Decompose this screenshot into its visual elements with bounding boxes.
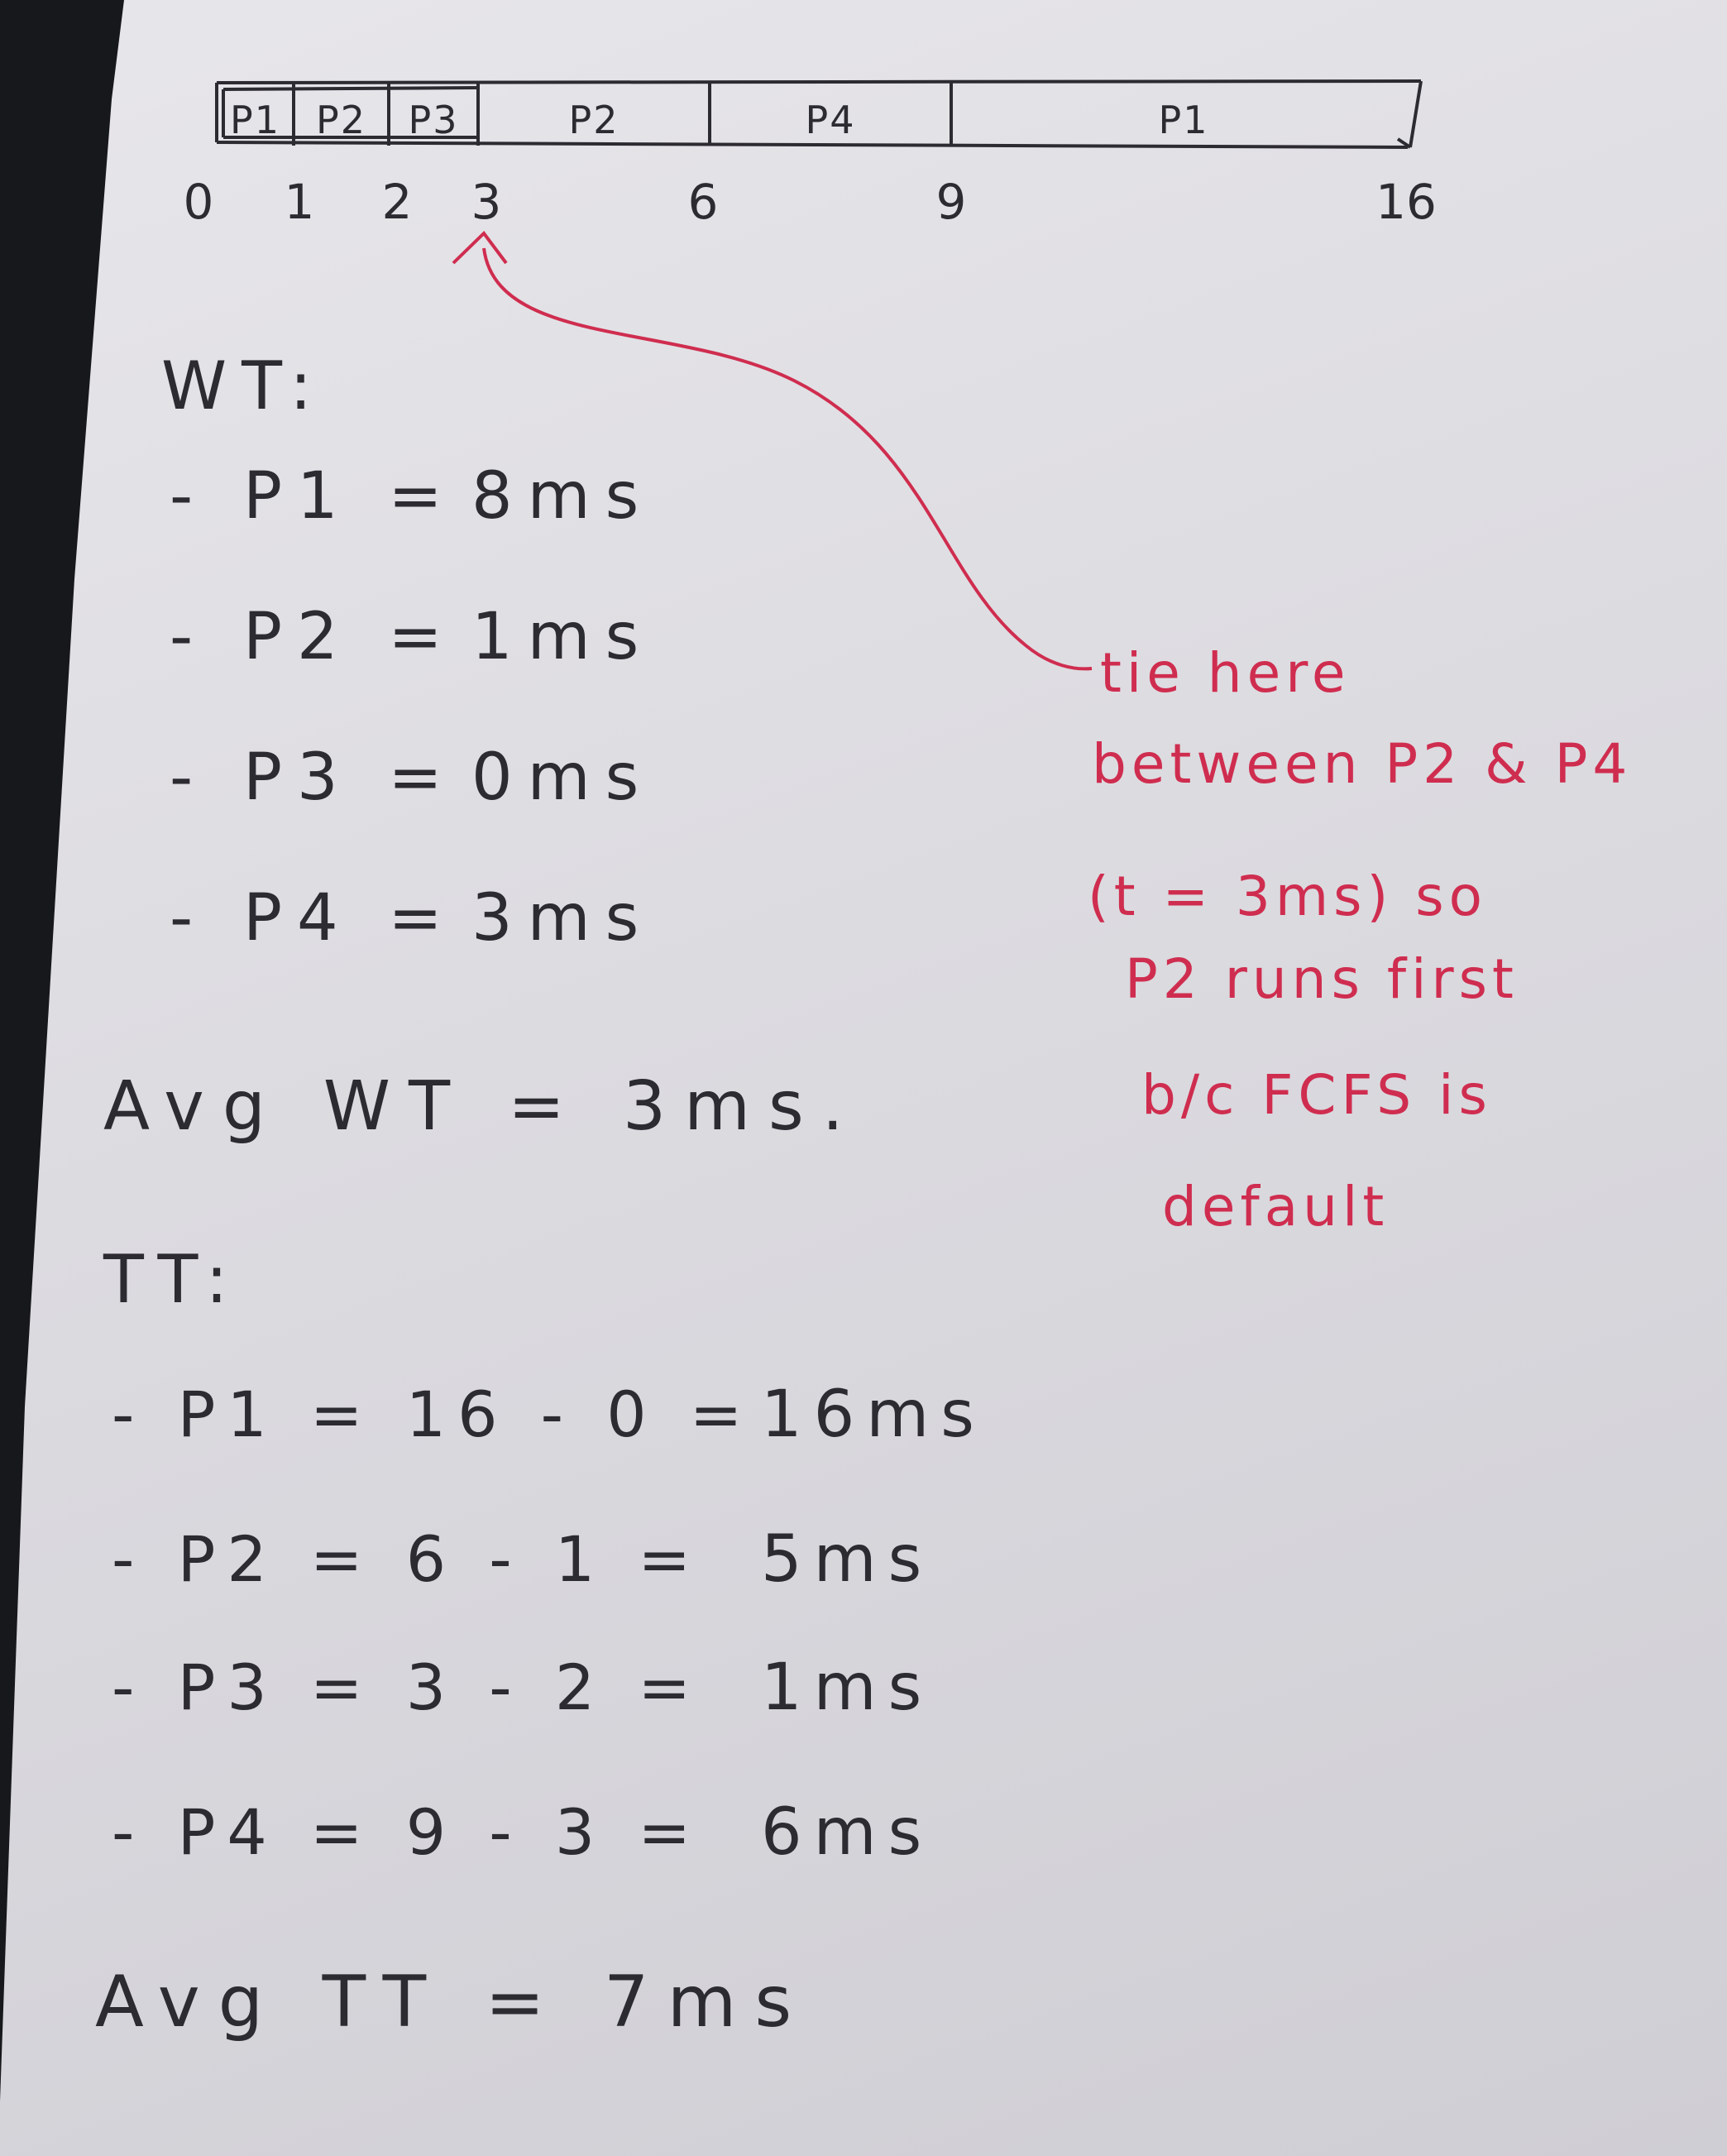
gantt-segment-label: P2 bbox=[315, 98, 367, 142]
note-line: b/c FCFS is bbox=[1141, 1063, 1492, 1127]
wt-row-value: 1ms bbox=[471, 600, 654, 674]
tt-row-label: - P3 = 3 - 2 = bbox=[112, 1651, 703, 1724]
gantt-tick-label: 0 bbox=[183, 174, 214, 230]
tt-row-value: 1ms bbox=[761, 1651, 934, 1725]
gantt-segment-label: P1 bbox=[1158, 98, 1209, 142]
note-line: (t = 3ms) so bbox=[1088, 865, 1488, 928]
gantt-tick-label: 1 bbox=[284, 174, 315, 230]
note-line: tie here bbox=[1100, 641, 1351, 705]
gantt-segment-label: P3 bbox=[408, 98, 459, 142]
wt-row-value: 3ms bbox=[471, 881, 654, 956]
gantt-tick-label: 3 bbox=[471, 174, 502, 230]
tt-row-value: 16ms bbox=[761, 1377, 986, 1452]
wt-row-label: - P2 = bbox=[170, 600, 457, 674]
gantt-tick-label: 2 bbox=[381, 174, 413, 230]
wt-row-value: 8ms bbox=[471, 459, 654, 534]
wt-row-label: - P4 = bbox=[170, 881, 457, 956]
tt-row-label: - P1 = 16 - 0 = bbox=[112, 1377, 754, 1451]
avg-wt: Avg WT = 3ms. bbox=[103, 1067, 862, 1146]
wt-row-value: 0ms bbox=[471, 740, 654, 815]
note-line: P2 runs first bbox=[1125, 947, 1519, 1011]
wt-row-label: - P3 = bbox=[170, 740, 457, 815]
tt-heading: TT: bbox=[103, 1241, 243, 1318]
gantt-segment-label: P4 bbox=[805, 98, 856, 142]
gantt-segment-label: P2 bbox=[568, 98, 620, 142]
wt-heading: WT: bbox=[161, 347, 328, 424]
note-line: between P2 & P4 bbox=[1092, 732, 1633, 796]
gantt-segment-label: P1 bbox=[229, 98, 281, 142]
tt-row-value: 6ms bbox=[761, 1795, 934, 1870]
avg-tt: Avg TT = 7ms bbox=[95, 1961, 811, 2043]
arrow-head bbox=[453, 233, 506, 263]
gantt-tick-label: 6 bbox=[687, 174, 719, 230]
tt-row-value: 5ms bbox=[761, 1522, 934, 1597]
note-line: default bbox=[1162, 1175, 1390, 1239]
gantt-tick-label: 9 bbox=[935, 174, 967, 230]
tt-row-label: - P2 = 6 - 1 = bbox=[112, 1522, 703, 1596]
tt-row-label: - P4 = 9 - 3 = bbox=[112, 1795, 703, 1869]
wt-row-label: - P1 = bbox=[170, 459, 457, 534]
gantt-tick-label: 16 bbox=[1375, 174, 1437, 230]
